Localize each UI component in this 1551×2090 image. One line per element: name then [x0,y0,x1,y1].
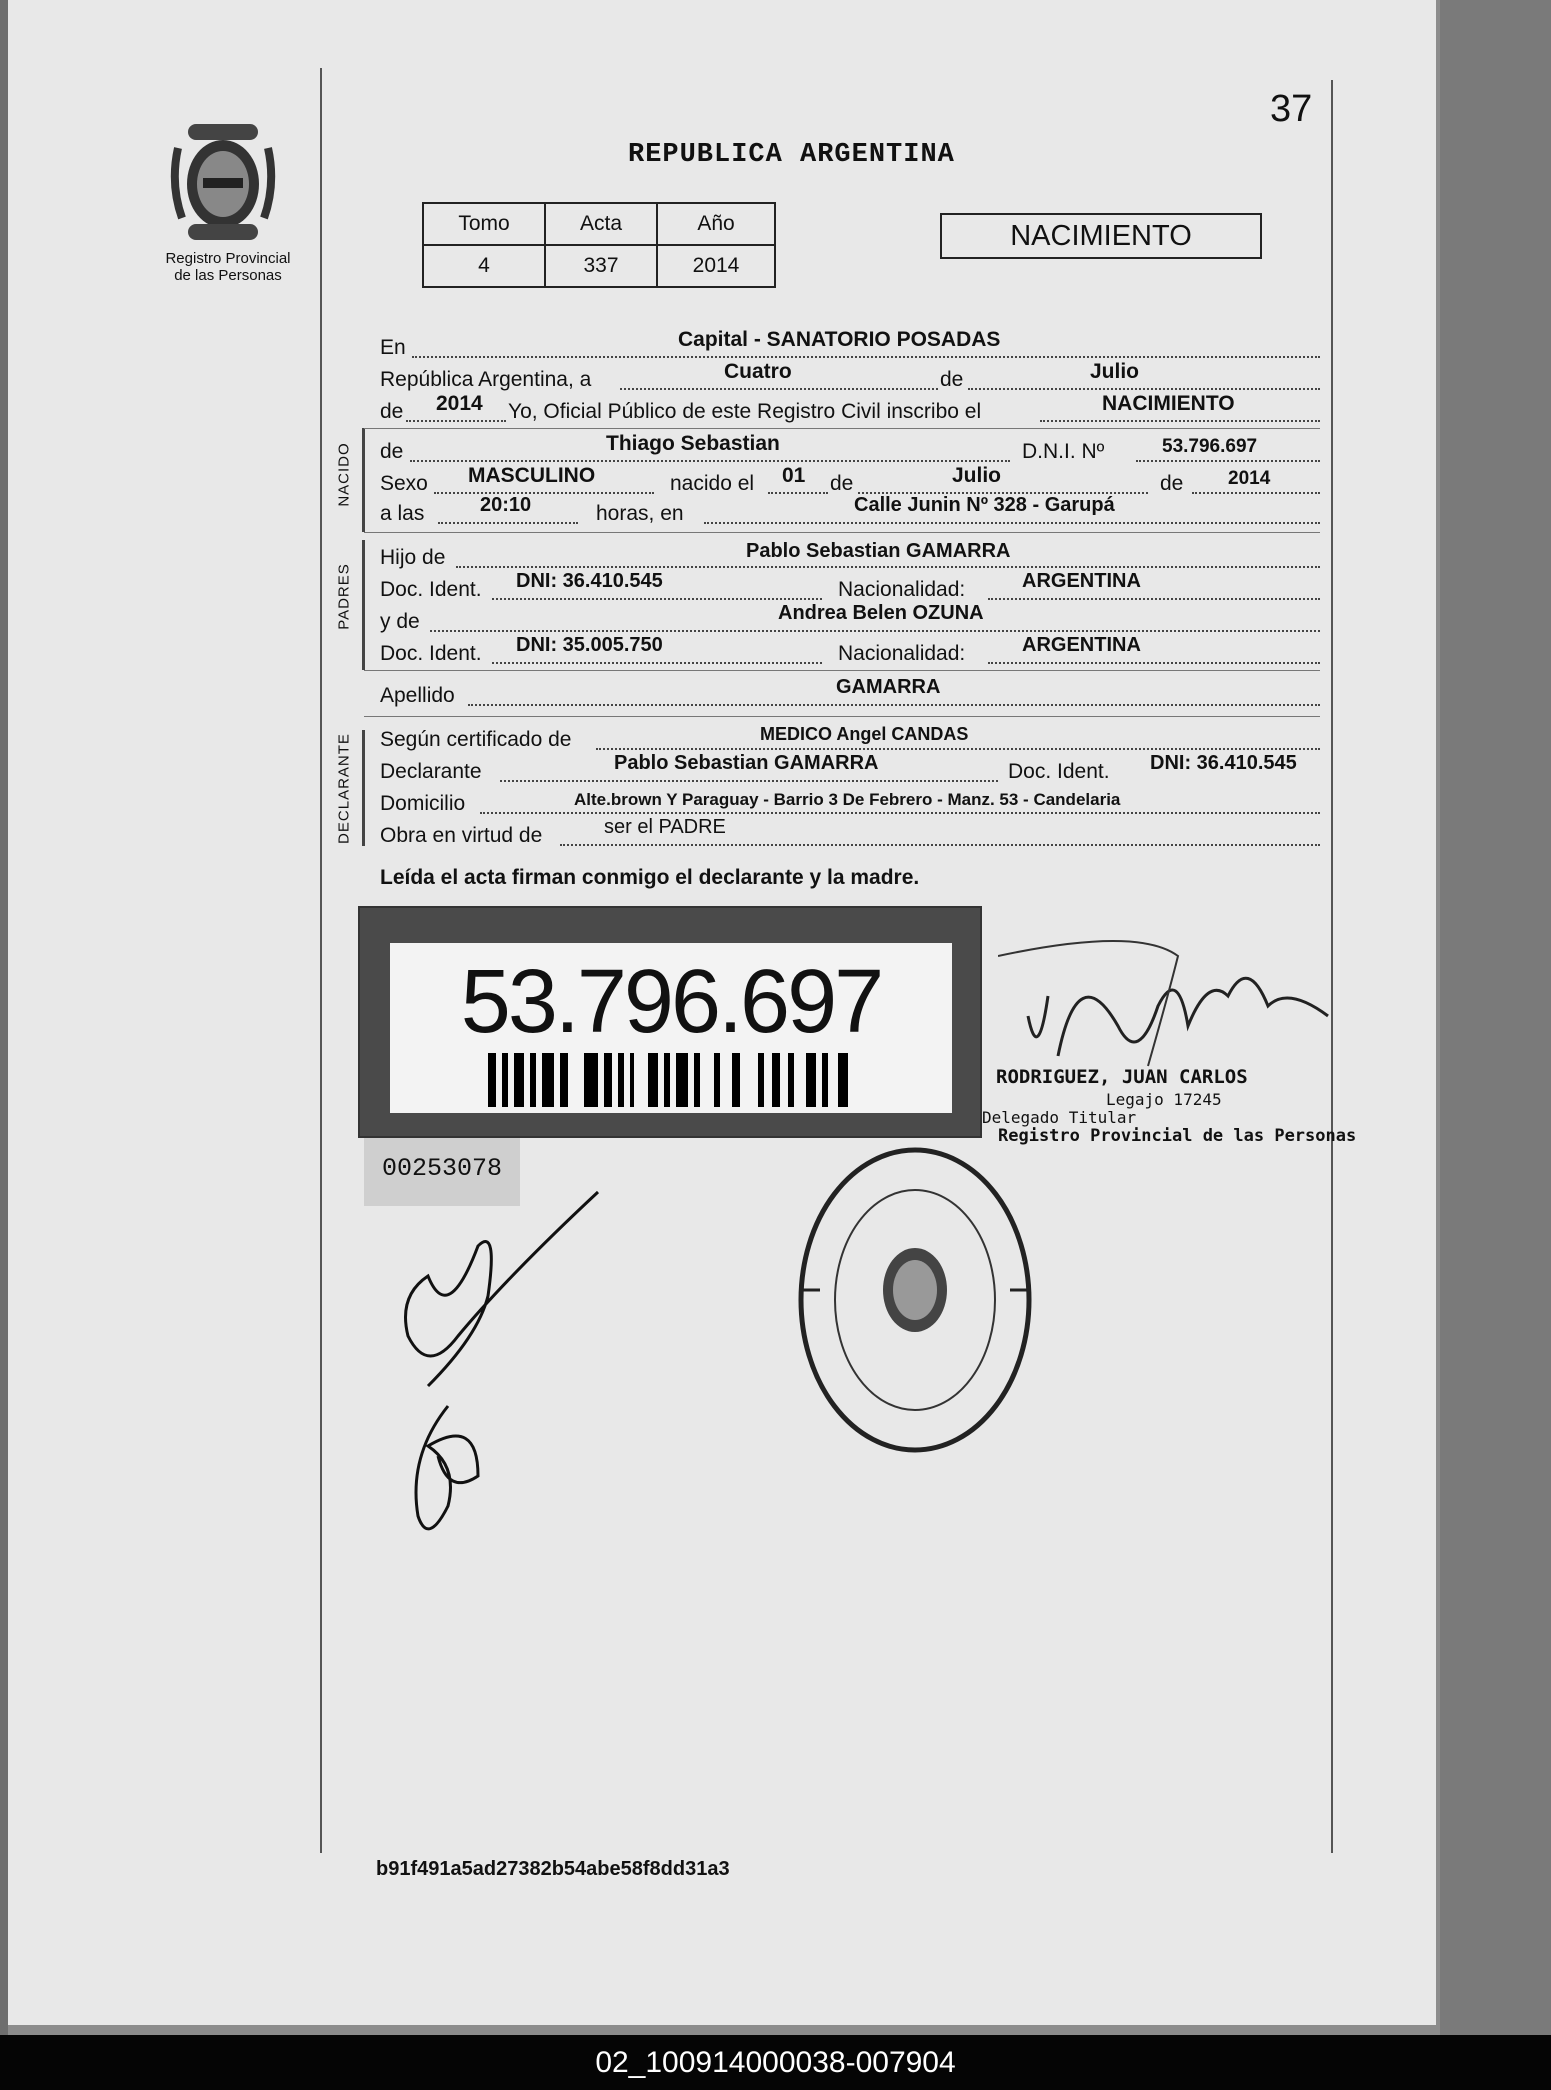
value-child-dni: 53.796.697 [1162,436,1258,457]
label-de-4: de [830,472,854,495]
label-de-2: de [380,400,404,423]
official-role: Delegado Titular [982,1108,1137,1127]
declarant-signatures [388,1186,628,1556]
row-sexo [380,466,1320,496]
value-birth-day: 01 [782,464,806,487]
row-father [380,540,1320,570]
registry-seal [790,1140,1040,1460]
label-en: En [380,336,406,359]
certificate-page [8,0,1436,2025]
official-legajo: Legajo 17245 [1106,1090,1222,1109]
declarante-section-bar [362,730,365,846]
label-hijo-de: Hijo de [380,546,446,569]
closing-statement: Leída el acta firman conmigo el declarante y la madre. [380,866,920,889]
value-sex: MASCULINO [468,464,596,487]
padres-section-bar [362,540,365,670]
label-declarante: Declarante [380,760,482,783]
value-mother-doc: DNI: 35.005.750 [516,634,663,656]
value-address: Alte.brown Y Paraguay - Barrio 3 De Febrero - Manz. 53 - Candelaria [574,790,1121,809]
dni-label [390,943,952,1113]
value-birth-year: 2014 [1228,468,1271,489]
row-child-name [380,434,1320,464]
value-declarant-doc: DNI: 36.410.545 [1150,752,1297,774]
value-year: 2014 [436,392,483,415]
row-declarant [380,754,1320,784]
value-ano: 2014 [657,245,775,287]
row-inscribo [380,394,1320,424]
value-child-name: Thiago Sebastian [606,432,780,455]
row-certificate [380,722,1320,752]
nacido-section-bar [362,428,365,532]
section-nacido: NACIDO [335,442,353,507]
value-tomo: 4 [423,245,545,287]
section-padres: PADRES [335,563,353,630]
document-hash: b91f491a5ad27382b54abe58f8dd31a3 [376,1858,730,1880]
province-emblem [168,118,278,246]
label-de: de [940,368,964,391]
label-certificado: Según certificado de [380,728,572,751]
row-address [380,786,1320,816]
country-title: REPUBLICA ARGENTINA [628,140,955,170]
value-surname: GAMARRA [836,676,941,698]
value-father-name: Pablo Sebastian GAMARRA [746,540,1011,562]
label-nacionalidad-2: Nacionalidad: [838,642,966,665]
registry-caption-line-1: Registro Provincial [165,250,291,267]
separator-2 [364,532,1320,533]
row-capacity [380,818,1320,848]
dni-barcode [488,1053,858,1107]
official-signature [998,936,1338,1076]
value-month: Julio [1090,360,1140,383]
label-republica: República Argentina, a [380,368,592,391]
row-father-doc [380,572,1320,602]
header-acta: Acta [545,203,657,245]
value-declarant: Pablo Sebastian GAMARRA [614,752,879,774]
label-dni: D.N.I. Nº [1022,440,1105,463]
value-mother-nationality: ARGENTINA [1022,634,1141,656]
page-number: 37 [1270,88,1313,130]
official-name: RODRIGUEZ, JUAN CARLOS [996,1066,1248,1088]
value-birth-place: Calle Junin Nº 328 - Garupá [854,494,1115,516]
label-doc-ident-3: Doc. Ident. [1008,760,1110,783]
scan-edge-left [0,0,8,2035]
value-day-word: Cuatro [724,360,792,383]
label-nacionalidad: Nacionalidad: [838,578,966,601]
label-sexo: Sexo [380,472,428,495]
serial-number: 00253078 [382,1154,503,1183]
row-surname [380,678,1320,708]
row-hora [380,496,1320,526]
value-father-doc: DNI: 36.410.545 [516,570,663,592]
official-organization: Registro Provincial de las Personas [998,1126,1357,1146]
separator-3 [364,670,1320,671]
label-de-5: de [1160,472,1184,495]
value-capacity: ser el PADRE [604,816,726,838]
separator-1 [364,428,1320,429]
scan-edge-right [1440,0,1551,2035]
row-mother-doc [380,636,1320,666]
label-apellido: Apellido [380,684,455,707]
registry-table [422,202,776,288]
label-de-3: de [380,440,404,463]
scan-file-id: 02_100914000038-007904 [0,2035,1551,2090]
label-a-las: a las [380,502,425,525]
row-mother [380,604,1320,634]
value-acta: 337 [545,245,657,287]
value-mother-name: Andrea Belen OZUNA [778,602,984,624]
label-doc-ident-2: Doc. Ident. [380,642,482,665]
separator-4 [364,716,1320,717]
value-act-type: NACIMIENTO [1102,392,1235,415]
value-certificate: MEDICO Angel CANDAS [760,724,969,744]
left-margin-line [320,68,322,1853]
row-en [380,330,1320,360]
label-nacido-el: nacido el [670,472,755,495]
registry-caption [148,250,308,284]
label-domicilio: Domicilio [380,792,466,815]
dni-sticker-number: 53.796.697 [460,952,882,1052]
value-birth-time: 20:10 [480,494,532,516]
value-birth-month: Julio [952,464,1002,487]
section-declarante: DECLARANTE [335,733,353,844]
label-horas-en: horas, en [596,502,684,525]
label-doc-ident: Doc. Ident. [380,578,482,601]
row-republica [380,362,1320,392]
label-y-de: y de [380,610,420,633]
label-inscribo: Yo, Oficial Público de este Registro Civil inscribo el [508,400,982,423]
header-tomo: Tomo [423,203,545,245]
document-type-box: NACIMIENTO [940,213,1262,259]
header-ano: Año [657,203,775,245]
value-place: Capital - SANATORIO POSADAS [678,328,1001,351]
dni-sticker [358,906,982,1138]
registry-caption-line-2: de las Personas [174,267,282,284]
value-father-nationality: ARGENTINA [1022,570,1141,592]
label-obra: Obra en virtud de [380,824,543,847]
